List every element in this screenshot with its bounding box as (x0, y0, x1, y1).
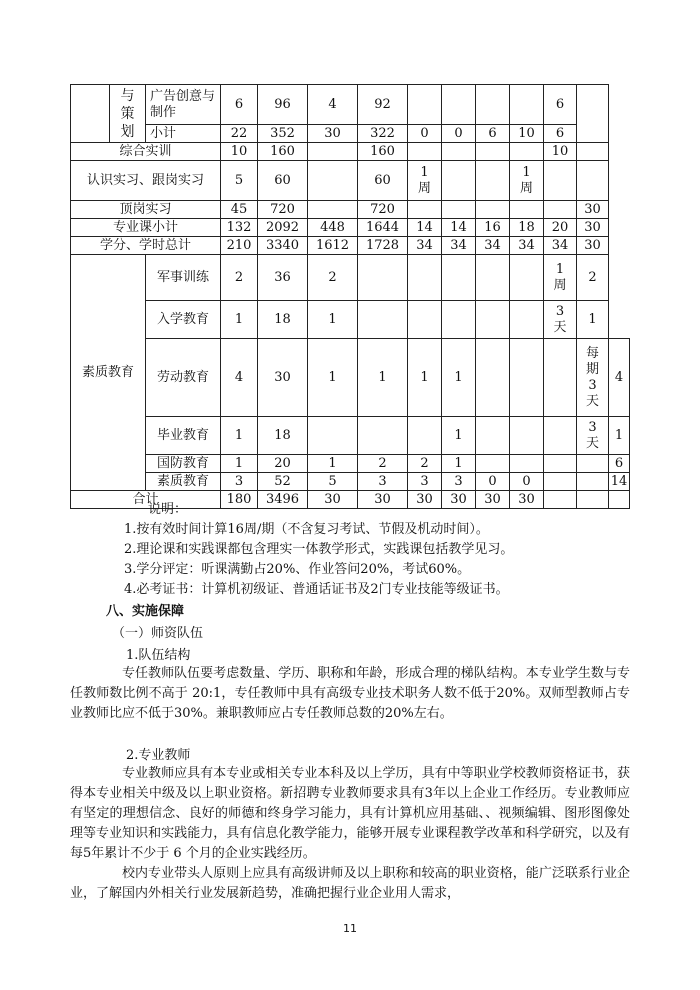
table-cell: 14 (442, 219, 476, 237)
table-cell: 30 (258, 339, 308, 417)
table-cell (308, 161, 358, 201)
table-cell: 1 (221, 301, 258, 339)
table-cell (476, 417, 510, 455)
table-cell: 3496 (258, 491, 308, 509)
table-cell (544, 161, 577, 201)
table-cell: 6 (544, 125, 577, 143)
table-cell: 36 (258, 255, 308, 301)
table-cell: 132 (221, 219, 258, 237)
table-cell (476, 143, 510, 161)
table-cell: 18 (510, 219, 544, 237)
table-cell: 30 (577, 201, 609, 219)
table-cell: 60 (358, 161, 408, 201)
table-cell: 1728 (358, 237, 408, 255)
table-cell: 2 (358, 455, 408, 473)
table-cell (476, 339, 510, 417)
table-cell: 30 (358, 491, 408, 509)
duration-label: 3天 (553, 303, 567, 335)
table-cell (476, 161, 510, 201)
table-cell (544, 339, 577, 417)
table-cell: 5 (221, 161, 258, 201)
table-cell: 10 (510, 125, 544, 143)
course-name: 素质教育 (146, 473, 221, 491)
table-cell: 34 (476, 237, 510, 255)
table-cell (577, 491, 609, 509)
table-cell (442, 161, 476, 201)
weeks-label: 1周 (519, 164, 533, 196)
leader-paragraph: 校内专业带头人原则上应具有高级讲师及以上职称和较高的职业资格，能广泛联系行业企业，了解国内外相关行业发展新趋势，准确把握行业企业用人需求， (70, 866, 630, 901)
professional-teacher-heading: 2.专业教师 (126, 748, 191, 763)
table-cell (476, 85, 510, 125)
note-item: 1.按有效时间计算16周/期（不含复习考试、节假及机动时间）。 (124, 522, 489, 537)
table-cell: 30 (577, 237, 609, 255)
table-cell: 3 (358, 473, 408, 491)
table-cell: 92 (358, 85, 408, 125)
course-name: 认识实习、跟岗实习 (71, 161, 221, 201)
table-cell: 322 (358, 125, 408, 143)
table-cell: 0 (442, 125, 476, 143)
table-row (71, 417, 630, 455)
table-cell: 2 (408, 455, 442, 473)
table-cell (510, 161, 544, 201)
table-row (71, 201, 630, 219)
course-name: 顶岗实习 (71, 201, 221, 219)
table-cell (510, 301, 544, 339)
table-cell: 10 (544, 143, 577, 161)
table-cell: 20 (258, 455, 308, 473)
table-cell (577, 143, 609, 161)
table-cell: 160 (258, 143, 308, 161)
table-cell (476, 455, 510, 473)
table-cell (358, 417, 408, 455)
table-cell: 30 (442, 491, 476, 509)
table-cell: 2 (577, 255, 609, 301)
table-cell (577, 473, 609, 491)
table-cell (476, 255, 510, 301)
course-name: 专业课小计 (71, 219, 221, 237)
notes-title: 说明： (148, 502, 188, 517)
notes-block (124, 500, 513, 600)
table-cell: 2 (308, 255, 358, 301)
table-cell: 3 (442, 473, 476, 491)
category-cell: 素质教育 (71, 255, 146, 491)
course-name: 学分、学时总计 (71, 237, 221, 255)
table-cell (408, 85, 442, 125)
table-cell: 4 (221, 339, 258, 417)
table-cell: 1 (221, 417, 258, 455)
note-item: 3.学分评定：听课满勤占20%、作业答问20%，考试60%。 (124, 562, 471, 577)
total-label: 合计 (71, 491, 221, 509)
table-row (71, 143, 630, 161)
table-cell (308, 143, 358, 161)
table-cell (476, 201, 510, 219)
table-cell: 2 (221, 255, 258, 301)
table-cell: 14 (609, 473, 630, 491)
table-cell (358, 301, 408, 339)
table-cell: 1 (609, 417, 630, 455)
table-cell: 6 (544, 85, 577, 125)
table-cell (408, 161, 442, 201)
page-number: 11 (343, 922, 357, 935)
table-cell: 0 (476, 473, 510, 491)
table-cell: 1 (442, 417, 476, 455)
table-cell: 1 (308, 339, 358, 417)
duration-label: 1周 (553, 261, 567, 293)
table-cell (408, 255, 442, 301)
course-name: 广告创意与制作 (146, 85, 221, 125)
table-cell: 180 (221, 491, 258, 509)
table-row (71, 85, 630, 125)
course-plan-table (70, 84, 630, 509)
table-cell (577, 455, 609, 473)
table-cell: 34 (544, 237, 577, 255)
table-cell: 30 (577, 219, 609, 237)
table-cell: 20 (544, 219, 577, 237)
table-cell: 6 (221, 85, 258, 125)
note-item: 2.理论课和实践课都包含理实一体教学形式，实践课包括教学见习。 (124, 542, 514, 557)
course-name: 综合实训 (71, 143, 221, 161)
category-cell (110, 85, 146, 143)
table-cell (577, 161, 609, 201)
table-cell: 0 (510, 473, 544, 491)
table-row (71, 237, 630, 255)
table-cell (510, 143, 544, 161)
table-cell (544, 455, 577, 473)
table-cell: 18 (258, 417, 308, 455)
table-cell: 160 (358, 143, 408, 161)
table-cell: 1644 (358, 219, 408, 237)
table-cell (510, 201, 544, 219)
table-cell (510, 255, 544, 301)
table-cell: 1612 (308, 237, 358, 255)
table-cell: 448 (308, 219, 358, 237)
table-cell: 2092 (258, 219, 308, 237)
table-cell: 352 (258, 125, 308, 143)
table-cell: 6 (476, 125, 510, 143)
subsection-heading: （一）师资队伍 (112, 626, 204, 641)
table-cell: 0 (408, 125, 442, 143)
table-cell: 720 (258, 201, 308, 219)
table-cell (544, 473, 577, 491)
table-cell: 3340 (258, 237, 308, 255)
professional-teacher-paragraph: 专业教师应具有本专业或相关专业本科及以上学历，具有中等职业学校教师资格证书，获得本专业相关中级及以上职业资格。新招聘专业教师要求具有3年以上企业工作经历。专业教师应有坚定的理想信念、良好的师德和终身学习能力，具有计算机应用基础、、视频编辑、图形图像处理等专业知识和实践能力，具有信息化教学能力，能够开展专业课程教学改革和科学研究，以及有每5年累计不少于 6 个月的企业实践经历。 (70, 766, 630, 861)
table-cell: 210 (221, 237, 258, 255)
table-cell: 720 (358, 201, 408, 219)
duration-label: 3天 (585, 419, 599, 451)
table-cell: 1 (577, 301, 609, 339)
table-cell (544, 301, 577, 339)
course-name: 小计 (146, 125, 221, 143)
table-cell (544, 491, 577, 509)
table-cell (358, 255, 408, 301)
course-name: 劳动教育 (146, 339, 221, 417)
table-cell (476, 301, 510, 339)
table-cell (442, 85, 476, 125)
team-structure-paragraph: 专任教师队伍要考虑数量、学历、职称和年龄，形成合理的梯队结构。本专业学生数与专任教师数比例不高于 20:1，专任教师中具有高级专业技术职务人数不低于20%。双师型教师占专业教师比应不低于30%。兼职教师应占专任教师总数的20%左右。 (70, 666, 630, 721)
table-row (71, 473, 630, 491)
table-cell: 1 (442, 339, 476, 417)
table-cell: 3 (221, 473, 258, 491)
course-name: 国防教育 (146, 455, 221, 473)
table-cell: 52 (258, 473, 308, 491)
weeks-label: 1周 (417, 164, 431, 196)
table-cell: 1 (221, 455, 258, 473)
table-cell: 34 (408, 237, 442, 255)
table-row (71, 161, 630, 201)
table-cell (408, 417, 442, 455)
table-row (71, 455, 630, 473)
category-label: 与策划 (120, 87, 135, 140)
table-cell: 1 (308, 455, 358, 473)
course-name: 毕业教育 (146, 417, 221, 455)
table-row (71, 339, 630, 417)
table-cell: 3 (408, 473, 442, 491)
table-cell: 16 (476, 219, 510, 237)
table-cell: 30 (510, 491, 544, 509)
table-cell: 5 (308, 473, 358, 491)
table-cell (577, 339, 609, 417)
table-cell (544, 255, 577, 301)
table-cell (510, 417, 544, 455)
table-cell: 6 (609, 455, 630, 473)
table-cell: 96 (258, 85, 308, 125)
table-cell: 4 (609, 339, 630, 417)
table-cell: 1 (442, 455, 476, 473)
table-cell (510, 85, 544, 125)
table-cell: 1 (408, 339, 442, 417)
section-heading: 八、实施保障 (106, 604, 185, 619)
table-cell (442, 301, 476, 339)
table-cell: 30 (476, 491, 510, 509)
table-cell: 45 (221, 201, 258, 219)
table-cell (308, 417, 358, 455)
table-cell: 18 (258, 301, 308, 339)
table-cell: 10 (221, 143, 258, 161)
table-cell: 14 (408, 219, 442, 237)
table-cell: 4 (308, 85, 358, 125)
table-cell (577, 85, 609, 143)
table-cell (544, 417, 577, 455)
table-cell (609, 491, 630, 509)
table-row (71, 125, 630, 143)
note-item: 4.必考证书：计算机初级证、普通话证书及2门专业技能等级证书。 (124, 582, 509, 597)
table-cell (577, 417, 609, 455)
table-cell (442, 255, 476, 301)
table-cell (510, 339, 544, 417)
table-cell (442, 143, 476, 161)
table-cell (408, 201, 442, 219)
course-name: 军事训练 (146, 255, 221, 301)
table-cell (544, 201, 577, 219)
course-name: 入学教育 (146, 301, 221, 339)
table-cell: 60 (258, 161, 308, 201)
table-cell: 22 (221, 125, 258, 143)
table-cell: 34 (510, 237, 544, 255)
table-row (71, 219, 630, 237)
table-cell: 1 (308, 301, 358, 339)
table-cell (442, 201, 476, 219)
team-structure-heading: 1.队伍结构 (126, 648, 191, 663)
table-cell: 30 (308, 125, 358, 143)
table-cell: 30 (308, 491, 358, 509)
table-row (71, 301, 630, 339)
duration-label: 每期3天 (585, 345, 599, 409)
table-cell (408, 143, 442, 161)
table-cell (510, 455, 544, 473)
table-cell: 34 (442, 237, 476, 255)
table-cell: 30 (408, 491, 442, 509)
table-row (71, 255, 630, 301)
table-cell (408, 301, 442, 339)
table-cell (308, 201, 358, 219)
table-cell: 1 (358, 339, 408, 417)
